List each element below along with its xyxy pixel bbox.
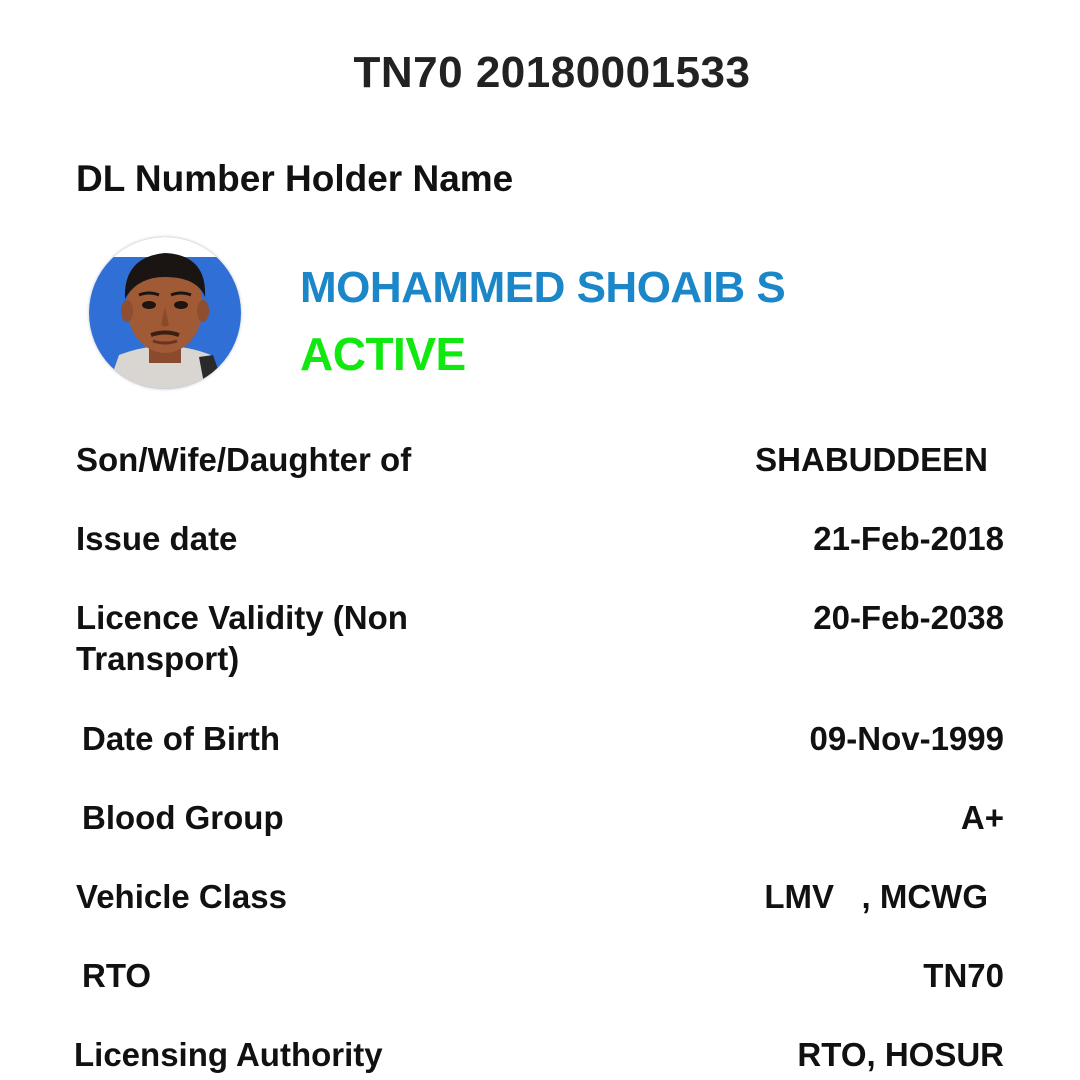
authority-label: Licensing Authority	[74, 1036, 383, 1073]
person-photo-icon	[89, 237, 241, 389]
relation-value: SHABUDDEEN	[755, 441, 988, 478]
rto-label: RTO	[82, 957, 152, 994]
avatar	[89, 237, 241, 389]
dob-label: Date of Birth	[82, 720, 280, 757]
relation-label: Son/Wife/Daughter of	[76, 441, 412, 478]
holder-name: MOHAMMED SHOAIB S	[300, 263, 786, 312]
holder-section-title: DL Number Holder Name	[76, 158, 514, 199]
issue-date-label: Issue date	[76, 520, 238, 557]
rto-value: TN70	[923, 957, 1004, 994]
authority-value: RTO, HOSUR	[797, 1036, 1004, 1073]
dob-value: 09-Nov-1999	[809, 720, 1004, 757]
issue-date-value: 21-Feb-2018	[813, 520, 1004, 557]
vehicle-class-value: LMV , MCWG	[764, 878, 988, 915]
validity-label-line1: Licence Validity (Non	[76, 599, 408, 636]
blood-group-value: A+	[960, 799, 1004, 836]
status-badge: ACTIVE	[300, 328, 466, 380]
blood-group-label: Blood Group	[82, 799, 284, 836]
vehicle-class-label: Vehicle Class	[76, 878, 287, 915]
validity-label-line2: Transport)	[76, 640, 240, 677]
validity-value: 20-Feb-2038	[813, 599, 1004, 636]
dl-number-title: TN70 20180001533	[353, 48, 751, 97]
